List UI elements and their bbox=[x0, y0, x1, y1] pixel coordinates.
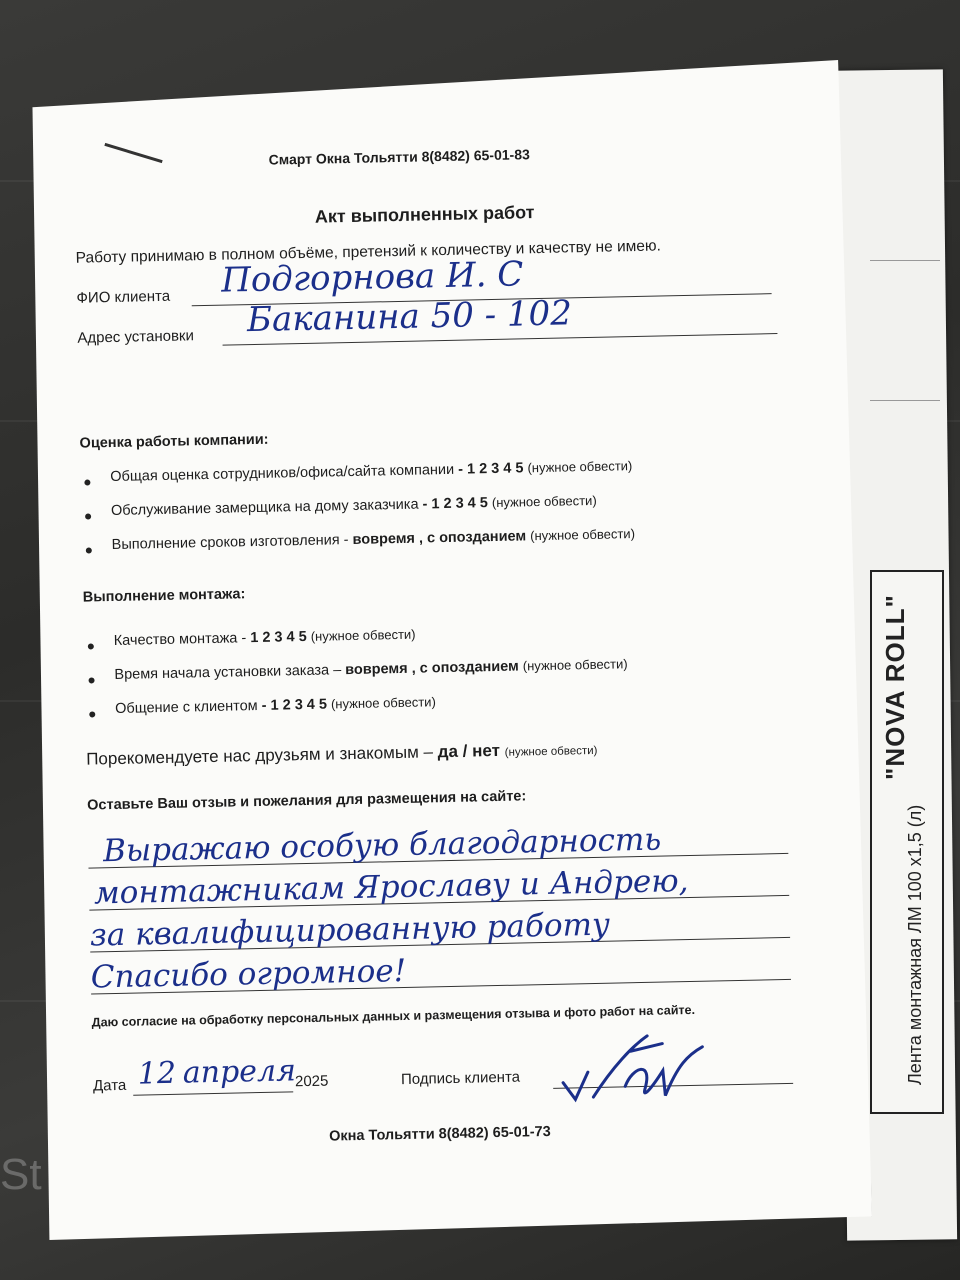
date-day: 12 bbox=[137, 1055, 177, 1092]
install-item-quality: Качество монтажа - 1 2 3 4 5 (нужное обвести) bbox=[113, 626, 416, 649]
company-rating-heading: Оценка работы компании: bbox=[79, 431, 269, 452]
recommend-question: Порекомендуете нас друзьям и знакомым – да / нет (нужное обвести) bbox=[86, 740, 598, 769]
feedback-line-1: Выражаю особую благодарность bbox=[102, 821, 662, 870]
install-item-start-time: Время начала установки заказа – вовремя , с опозданием (нужное обвести) bbox=[114, 656, 628, 683]
pen-mark bbox=[104, 143, 162, 163]
rating-item-measurer: Обслуживание замерщика на дому заказчика - 1 2 3 4 5 (нужное обвести) bbox=[110, 492, 597, 520]
acceptance-statement: Работу принимаю в полном объёме, претензий к количеству и качеству не имею. bbox=[75, 237, 662, 267]
installation-heading: Выполнение монтажа: bbox=[82, 586, 246, 606]
rating-item-deadline: Выполнение сроков изготовления - вовремя , с опозданием (нужное обвести) bbox=[111, 526, 636, 554]
header-company-line: Смарт Окна Тольятти 8(8482) 65-01-83 bbox=[268, 146, 530, 168]
date-month: апреля bbox=[182, 1053, 297, 1091]
rating-item-staff: Общая оценка сотрудников/офиса/сайта компании - 1 2 3 4 5 (нужное обвести) bbox=[110, 458, 633, 486]
document-content bbox=[12, 51, 885, 1249]
feedback-line-2: монтажникам Ярославу и Андрею, bbox=[93, 863, 689, 912]
footer-company-line: Окна Тольятти 8(8482) 65-01-73 bbox=[328, 1123, 551, 1145]
signature-label: Подпись клиента bbox=[400, 1068, 521, 1089]
address-label: Адрес установки bbox=[77, 327, 195, 347]
background-ghost-text: St bbox=[0, 1150, 42, 1199]
install-item-communication: Общение с клиентом - 1 2 3 4 5 (нужное обвести) bbox=[114, 694, 436, 717]
address-value: Баканина 50 - 102 bbox=[246, 293, 573, 341]
side-label-brand: "NOVA ROLL" bbox=[880, 594, 910, 780]
date-label: Дата bbox=[92, 1076, 127, 1095]
feedback-line-4: Спасибо огромное! bbox=[90, 952, 407, 996]
client-name-label: ФИО клиента bbox=[76, 287, 171, 307]
client-signature bbox=[552, 1025, 714, 1118]
date-year: 2025 bbox=[294, 1072, 329, 1091]
feedback-heading: Оставьте Ваш отзыв и пожелания для размещения на сайте: bbox=[87, 788, 527, 814]
page-title: Акт выполненных работ bbox=[314, 202, 535, 227]
feedback-line-3: за квалифицированную работу bbox=[89, 906, 611, 954]
side-label-product: Лента монтажная ЛМ 100 x1,5 (л) bbox=[905, 804, 925, 1085]
consent-statement: Даю согласие на обработку персональных данных и размещения отзыва и фото работ на сайте. bbox=[91, 1002, 696, 1030]
client-name-value: Подгорнова И. С bbox=[220, 254, 524, 301]
